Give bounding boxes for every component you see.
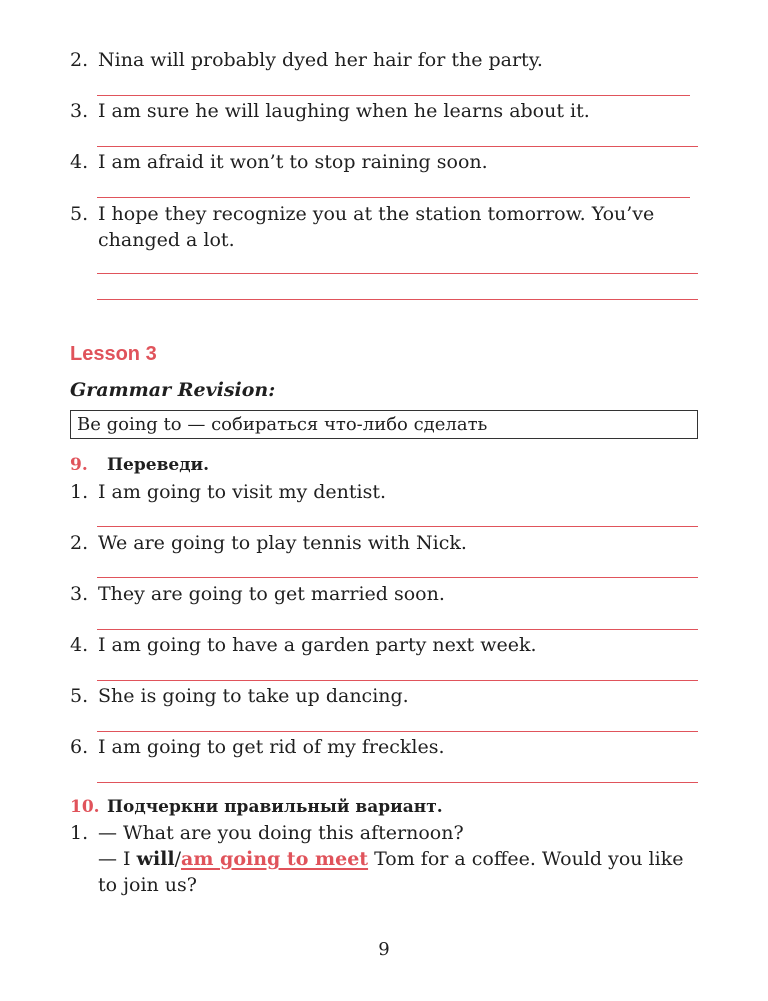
choice-item-1 (70, 821, 464, 846)
exercise-9-header (70, 455, 209, 475)
item-number: 6. (70, 736, 89, 758)
exercise-instruction: Переведи. (107, 455, 210, 475)
item-number: 5. (70, 203, 89, 225)
item-number: 3. (70, 100, 89, 122)
translate-item-4 (70, 633, 537, 658)
translate-item-5 (70, 684, 409, 709)
item-number: 4. (70, 634, 89, 656)
translate-item-3 (70, 582, 445, 607)
answer-line[interactable] (97, 731, 698, 732)
translate-item-1 (70, 480, 386, 505)
answer-line[interactable] (97, 299, 698, 300)
exercise-instruction: Подчеркни правильный вариант. (107, 797, 443, 817)
item-text: She is going to take up dancing. (98, 685, 409, 707)
page-number: 9 (378, 939, 390, 960)
exercise-number: 10. (70, 797, 100, 817)
option-am-going-to-meet[interactable]: am going to meet (181, 848, 369, 870)
answer-line[interactable] (97, 577, 698, 578)
lesson-title: Lesson 3 (70, 343, 157, 365)
translate-item-6 (70, 735, 445, 760)
item-number: 4. (70, 151, 89, 173)
item-text: Nina will probably dyed her hair for the party. (98, 49, 543, 71)
translate-item-2 (70, 531, 467, 556)
item-text: They are going to get married soon. (98, 583, 445, 605)
item-text: I am going to visit my dentist. (98, 481, 387, 503)
item-number: 5. (70, 685, 89, 707)
answer-line[interactable] (97, 629, 698, 630)
item-text: We are going to play tennis with Nick. (98, 532, 467, 554)
item-number: 3. (70, 583, 89, 605)
grammar-revision-label: Grammar Revision: (70, 379, 276, 401)
item-number: 1. (70, 822, 89, 844)
sentence-item-2 (70, 48, 543, 73)
item-text: I am going to get rid of my freckles. (98, 736, 445, 758)
answer-line[interactable] (97, 273, 698, 274)
item-text: I am afraid it won’t to stop raining soon. (98, 151, 488, 173)
dialogue-question: — What are you doing this afternoon? (98, 822, 464, 844)
item-text: I am going to have a garden party next week. (98, 634, 537, 656)
sentence-item-5 (70, 202, 654, 227)
item-text-continuation: changed a lot. (98, 229, 235, 251)
option-will[interactable]: will (136, 848, 175, 870)
dialogue-answer (98, 847, 683, 872)
grammar-rule-box: Be going to — собираться что-либо сделать (70, 410, 698, 439)
answer-line[interactable] (97, 680, 698, 681)
answer-suffix: Tom for a coffee. Would you like (368, 848, 684, 870)
item-text: I hope they recognize you at the station tomorrow. You’ve (98, 203, 655, 225)
answer-line[interactable] (97, 146, 698, 147)
sentence-item-3 (70, 99, 590, 124)
answer-prefix: — I (98, 848, 137, 870)
option-separator: / (174, 848, 182, 870)
answer-line[interactable] (97, 782, 698, 783)
item-number: 2. (70, 532, 89, 554)
answer-line[interactable] (97, 95, 690, 96)
answer-line[interactable] (97, 526, 698, 527)
answer-line[interactable] (97, 197, 690, 198)
dialogue-answer-continuation: to join us? (98, 874, 197, 896)
item-text: I am sure he will laughing when he learns about it. (98, 100, 590, 122)
item-number: 1. (70, 481, 89, 503)
sentence-item-4 (70, 150, 488, 175)
exercise-10-header (70, 797, 443, 817)
exercise-number: 9. (70, 455, 88, 475)
item-number: 2. (70, 49, 89, 71)
